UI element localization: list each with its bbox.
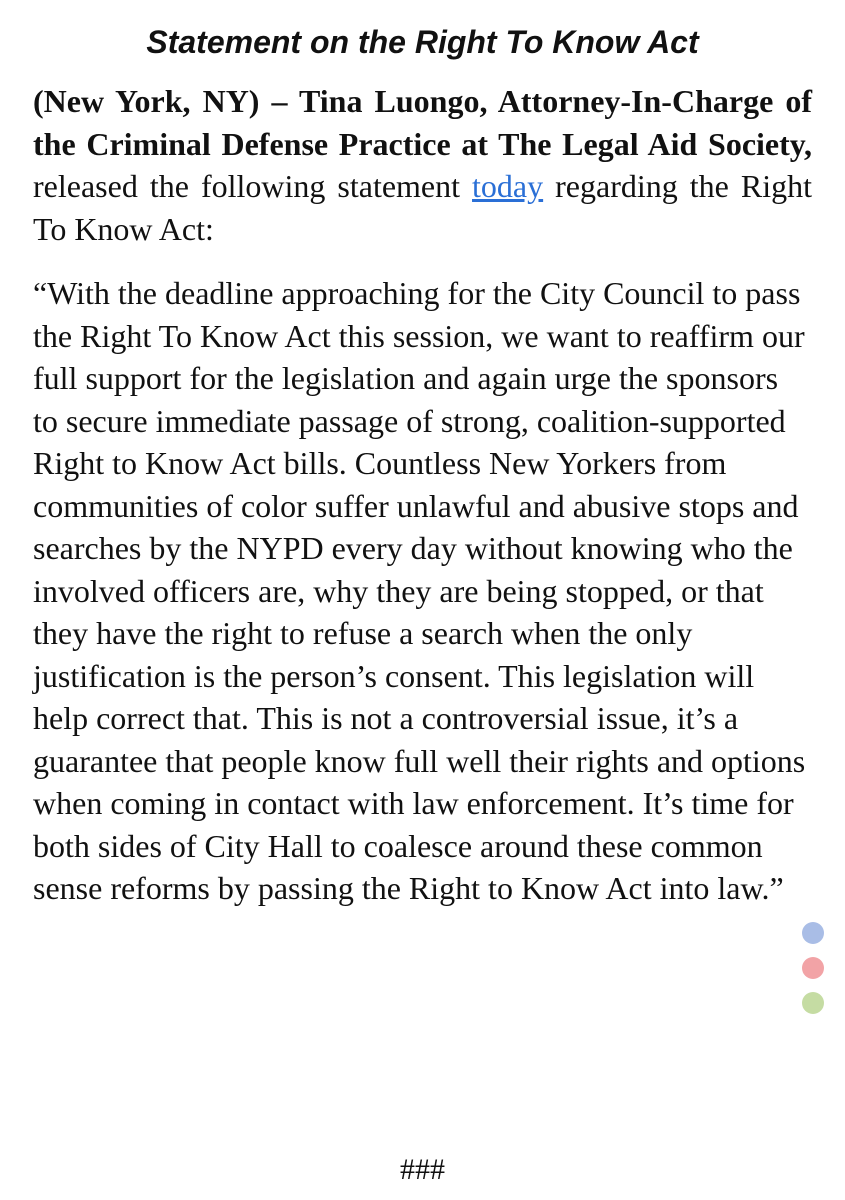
lead-bold-attribution: (New York, NY) – Tina Luongo, Attorney-In-Charge of the Criminal Defense Practice at The Legal Aid Society, — [33, 83, 812, 162]
red-dot-icon — [802, 957, 824, 979]
statement-quote: “With the deadline approaching for the City Council to pass the Right To Know Act this session, we want to reaffirm our full support for the legislation and again urge the sponsors to secure immediate passage of strong, coalition-supported Right to Know Act bills. Countless New Yorkers from communities of color suffer unlawful and abusive stops and searches by the NYPD every day without knowing who the involved officers are, why they are being stopped, or that they have the right to refuse a search when the only justification is the person’s consent. This legislation will help correct that. This is not a controversial issue, it’s a guarantee that people know full well their rights and options when coming in contact with law enforcement. It’s time for both sides of City Hall to coalesce around these common sense reforms by passing the Right to Know Act into law.” — [33, 275, 806, 906]
end-mark: ### — [400, 1153, 445, 1186]
document-title: Statement on the Right To Know Act — [146, 24, 699, 60]
blue-dot-icon — [802, 922, 824, 944]
green-dot-icon — [802, 992, 824, 1014]
lead-text-before-link: released the following statement — [33, 168, 473, 204]
lead-paragraph — [33, 80, 812, 250]
today-link[interactable]: today — [472, 168, 544, 204]
color-dots — [802, 922, 824, 1027]
lead-text-after-link: regarding the Right To Know Act: — [33, 168, 812, 247]
